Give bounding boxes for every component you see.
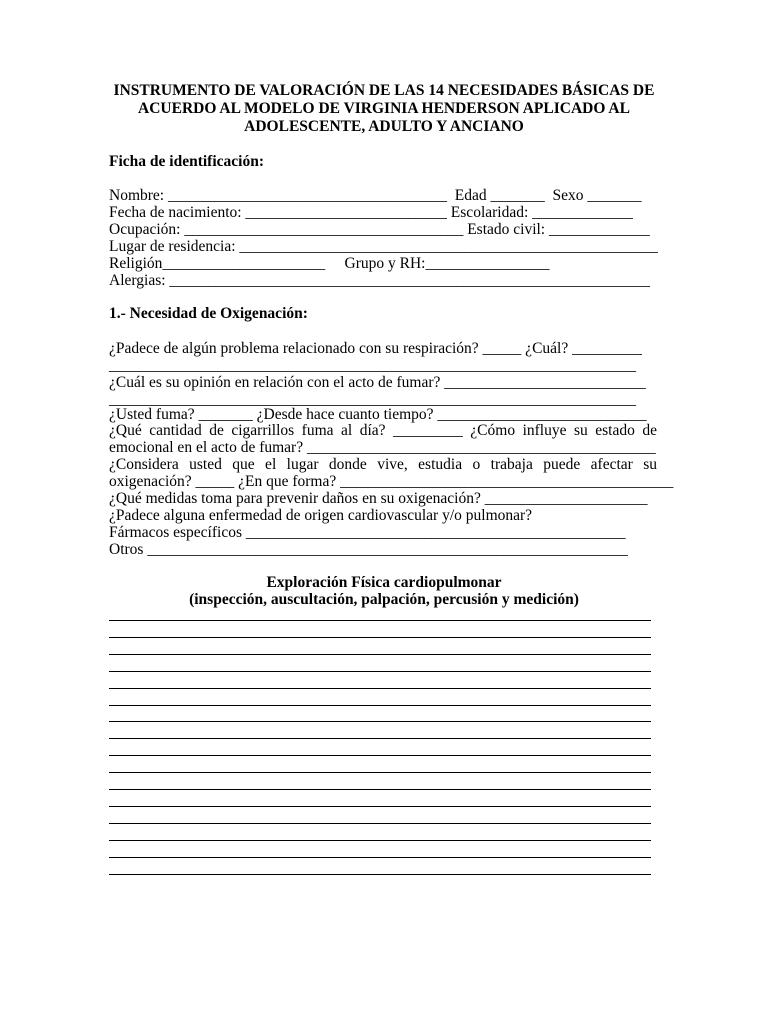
title-line-3: ADOLESCENTE, ADULTO Y ANCIANO	[244, 118, 524, 135]
oxygenation-heading: 1.- Necesidad de Oxigenación:	[109, 305, 308, 322]
answer-blank-line[interactable]: ____________________________________________________________________	[109, 391, 636, 408]
exam-answer-line[interactable]	[109, 721, 651, 722]
specific-drugs-field[interactable]: Fármacos específicos _________________________________________________	[109, 524, 626, 541]
exam-answer-line[interactable]	[109, 637, 651, 638]
question-environment: ¿Considera usted que el lugar donde vive, estudia o trabaja puede afectar su	[109, 456, 657, 473]
exam-answer-line[interactable]	[109, 705, 651, 706]
identification-heading: Ficha de identificación:	[109, 153, 264, 170]
question-do-you-smoke[interactable]: ¿Usted fuma? _______ ¿Desde hace cuanto tiempo? ___________________________	[109, 406, 647, 423]
question-cardiopulmonary-disease: ¿Padece alguna enfermedad de origen cardiovascular y/o pulmonar?	[109, 507, 533, 524]
question-emotional-state[interactable]: emocional en el acto de fumar? _____________________________________________	[109, 439, 656, 456]
exam-answer-line[interactable]	[109, 823, 651, 824]
exam-answer-line[interactable]	[109, 874, 651, 875]
others-field[interactable]: Otros ______________________________________________________________	[109, 541, 628, 558]
exam-answer-line[interactable]	[109, 688, 651, 689]
title-line-1: INSTRUMENTO DE VALORACIÓN DE LAS 14 NECESIDADES BÁSICAS DE	[113, 82, 655, 99]
question-prevention-measures[interactable]: ¿Qué medidas toma para prevenir daños en su oxigenación? _____________________	[109, 490, 648, 507]
residence-row[interactable]: Lugar de residencia: ______________________________________________________	[109, 238, 658, 255]
exam-answer-line[interactable]	[109, 738, 651, 739]
exam-answer-line[interactable]	[109, 772, 651, 773]
exam-answer-line[interactable]	[109, 840, 651, 841]
name-age-sex-row[interactable]: Nombre: ____________________________________ Edad _______ Sexo _______	[109, 187, 642, 204]
exam-answer-line[interactable]	[109, 857, 651, 858]
question-smoking-opinion[interactable]: ¿Cuál es su opinión en relación con el acto de fumar? __________________________	[109, 374, 646, 391]
religion-bloodgroup-row[interactable]: Religión_____________________ Grupo y RH:________________	[109, 255, 550, 272]
exam-heading: Exploración Física cardiopulmonar	[266, 574, 502, 591]
answer-blank-line[interactable]: ____________________________________________________________________	[109, 357, 636, 374]
question-cigarettes-per-day[interactable]: ¿Qué cantidad de cigarrillos fuma al día? _________ ¿Cómo influye su estado de	[109, 422, 657, 439]
document-title	[100, 82, 668, 136]
exam-answer-line[interactable]	[109, 806, 651, 807]
exam-answer-line[interactable]	[109, 671, 651, 672]
exam-answer-line[interactable]	[109, 755, 651, 756]
question-breathing-problem[interactable]: ¿Padece de algún problema relacionado con su respiración? _____ ¿Cuál? _________	[109, 340, 642, 357]
occupation-civil-status-row[interactable]: Ocupación: ____________________________________ Estado civil: _____________	[109, 221, 650, 238]
exam-subheading: (inspección, auscultación, palpación, percusión y medición)	[189, 591, 579, 608]
allergies-row[interactable]: Alergias: ______________________________________________________________	[109, 272, 650, 289]
question-environment-answer[interactable]: oxigenación? _____ ¿En que forma? ___________________________________________	[109, 473, 674, 490]
birthdate-education-row[interactable]: Fecha de nacimiento: __________________________ Escolaridad: _____________	[109, 204, 633, 221]
exam-answer-line[interactable]	[109, 654, 651, 655]
exam-answer-line[interactable]	[109, 789, 651, 790]
exam-answer-line[interactable]	[109, 620, 651, 621]
title-line-2: ACUERDO AL MODELO DE VIRGINIA HENDERSON APLICADO AL	[138, 100, 630, 117]
